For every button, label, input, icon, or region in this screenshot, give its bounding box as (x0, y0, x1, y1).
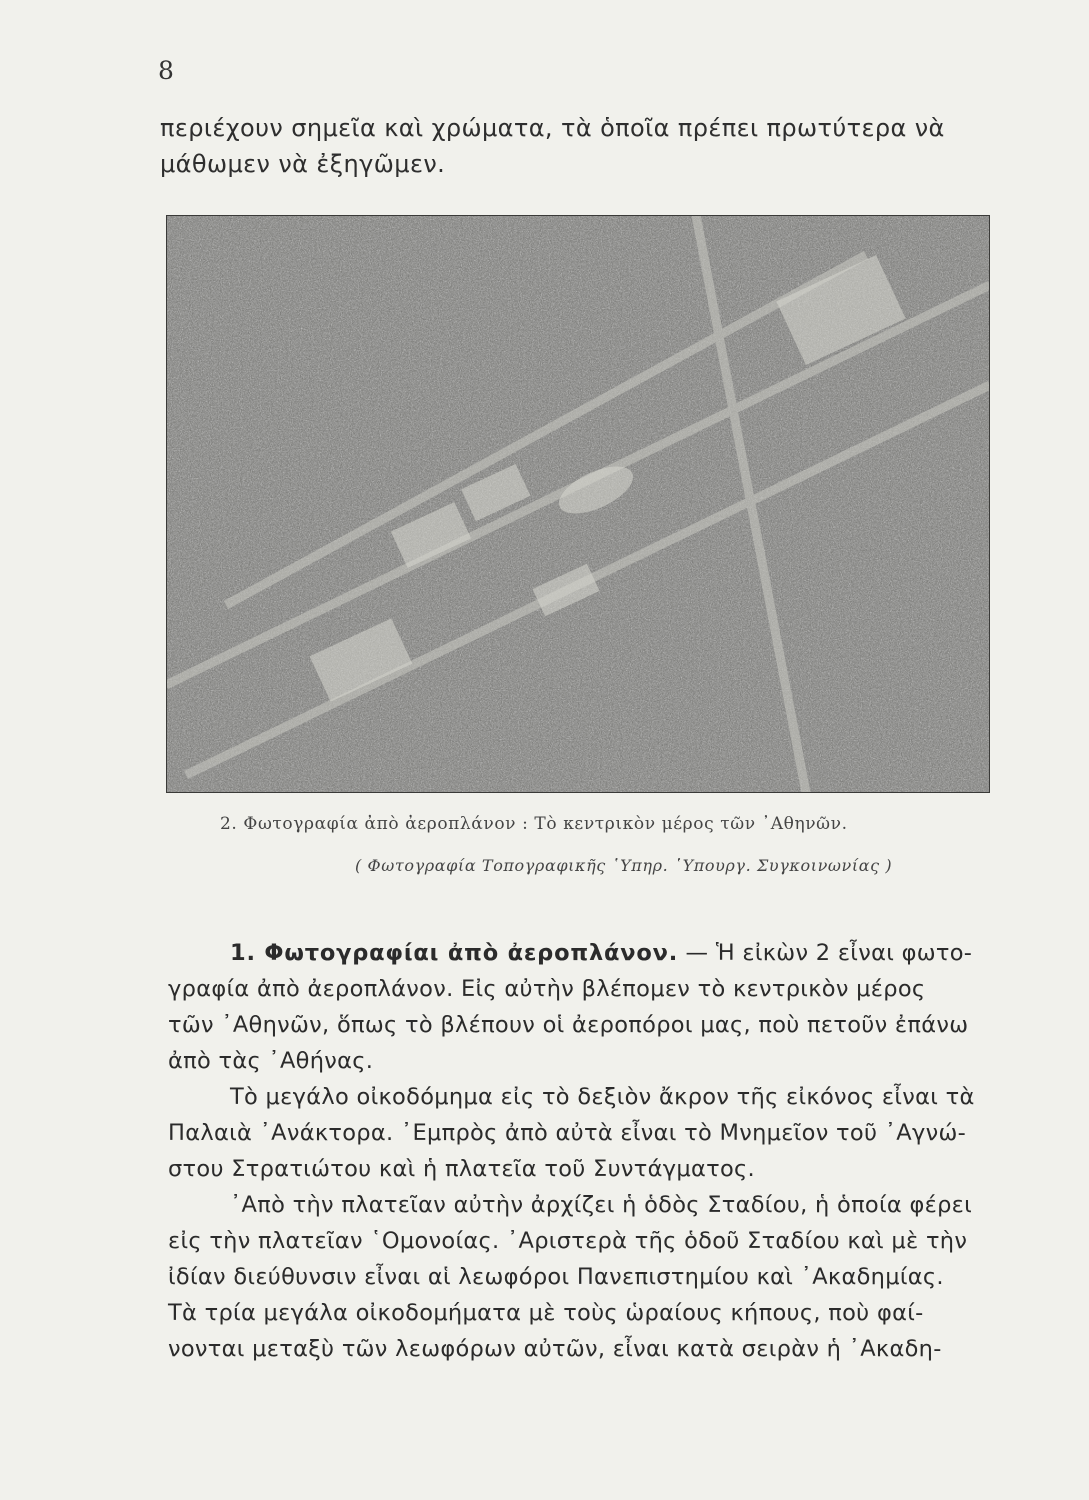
intro-line: περιέχουν σημεῖα καὶ χρώματα, τὰ ὁποῖα πρέπει πρωτύτερα νὰ (160, 114, 945, 142)
body-line: γραφία ἀπὸ ἀεροπλάνον. Εἰς αὐτὴν βλέπομεν τὸ κεντρικὸν μέρος (168, 976, 926, 1002)
body-line: ἀπὸ τὰς ᾿Αθήνας. (168, 1048, 374, 1074)
figure-credit: ( Φωτογραφία Τοπογραφικῆς ῾Υπηρ. ῾Υπουργ. Συγκοινωνίας ) (355, 856, 893, 875)
section-body (168, 935, 1008, 1367)
intro-paragraph (160, 110, 1010, 182)
figure-caption: 2. Φωτογραφία ἀπὸ ἀεροπλάνον : Τὸ κεντρικὸν μέρος τῶν ᾿Αθηνῶν. (220, 814, 848, 834)
section-heading: 1. Φωτογραφίαι ἀπὸ ἀεροπλάνον. (230, 940, 679, 966)
heading-tail: — Ἡ εἰκὼν 2 εἶναι φωτο- (678, 940, 973, 966)
body-line: ᾿Απὸ τὴν πλατεῖαν αὐτὴν ἀρχίζει ἡ ὁδὸς Σταδίου, ἡ ὁποία φέρει (230, 1192, 973, 1218)
body-line: νονται μεταξὺ τῶν λεωφόρων αὐτῶν, εἶναι κατὰ σειρὰν ἡ ᾿Ακαδη- (168, 1336, 942, 1362)
intro-line: μάθωμεν νὰ ἐξηγῶμεν. (160, 150, 446, 178)
aerial-photo-athens-icon (166, 215, 990, 793)
body-line: ἰδίαν διεύθυνσιν εἶναι αἱ λεωφόροι Πανεπιστημίου καὶ ᾿Ακαδημίας. (168, 1264, 944, 1290)
body-line: εἰς τὴν πλατεῖαν ῾Ομονοίας. ᾿Αριστερὰ τῆς ὁδοῦ Σταδίου καὶ μὲ τὴν (168, 1228, 968, 1254)
body-line: Παλαιὰ ᾿Ανάκτορα. ᾿Εμπρὸς ἀπὸ αὐτὰ εἶναι τὸ Μνημεῖον τοῦ ᾿Αγνώ- (168, 1120, 967, 1146)
body-line: Τὰ τρία μεγάλα οἰκοδομήματα μὲ τοὺς ὡραίους κήπους, ποὺ φαί- (168, 1300, 924, 1326)
body-line: στου Στρατιώτου καὶ ἡ πλατεῖα τοῦ Συντάγματος. (168, 1156, 755, 1182)
body-line: Τὸ μεγάλο οἰκοδόμημα εἰς τὸ δεξιὸν ἄκρον τῆς εἰκόνος εἶναι τὰ (230, 1084, 975, 1110)
section-heading-line (168, 935, 1008, 971)
aerial-photo-graphic (166, 215, 990, 793)
page-number: 8 (158, 56, 174, 85)
body-line: τῶν ᾿Αθηνῶν, ὅπως τὸ βλέπουν οἱ ἀεροπόροι μας, ποὺ πετοῦν ἐπάνω (168, 1012, 969, 1038)
